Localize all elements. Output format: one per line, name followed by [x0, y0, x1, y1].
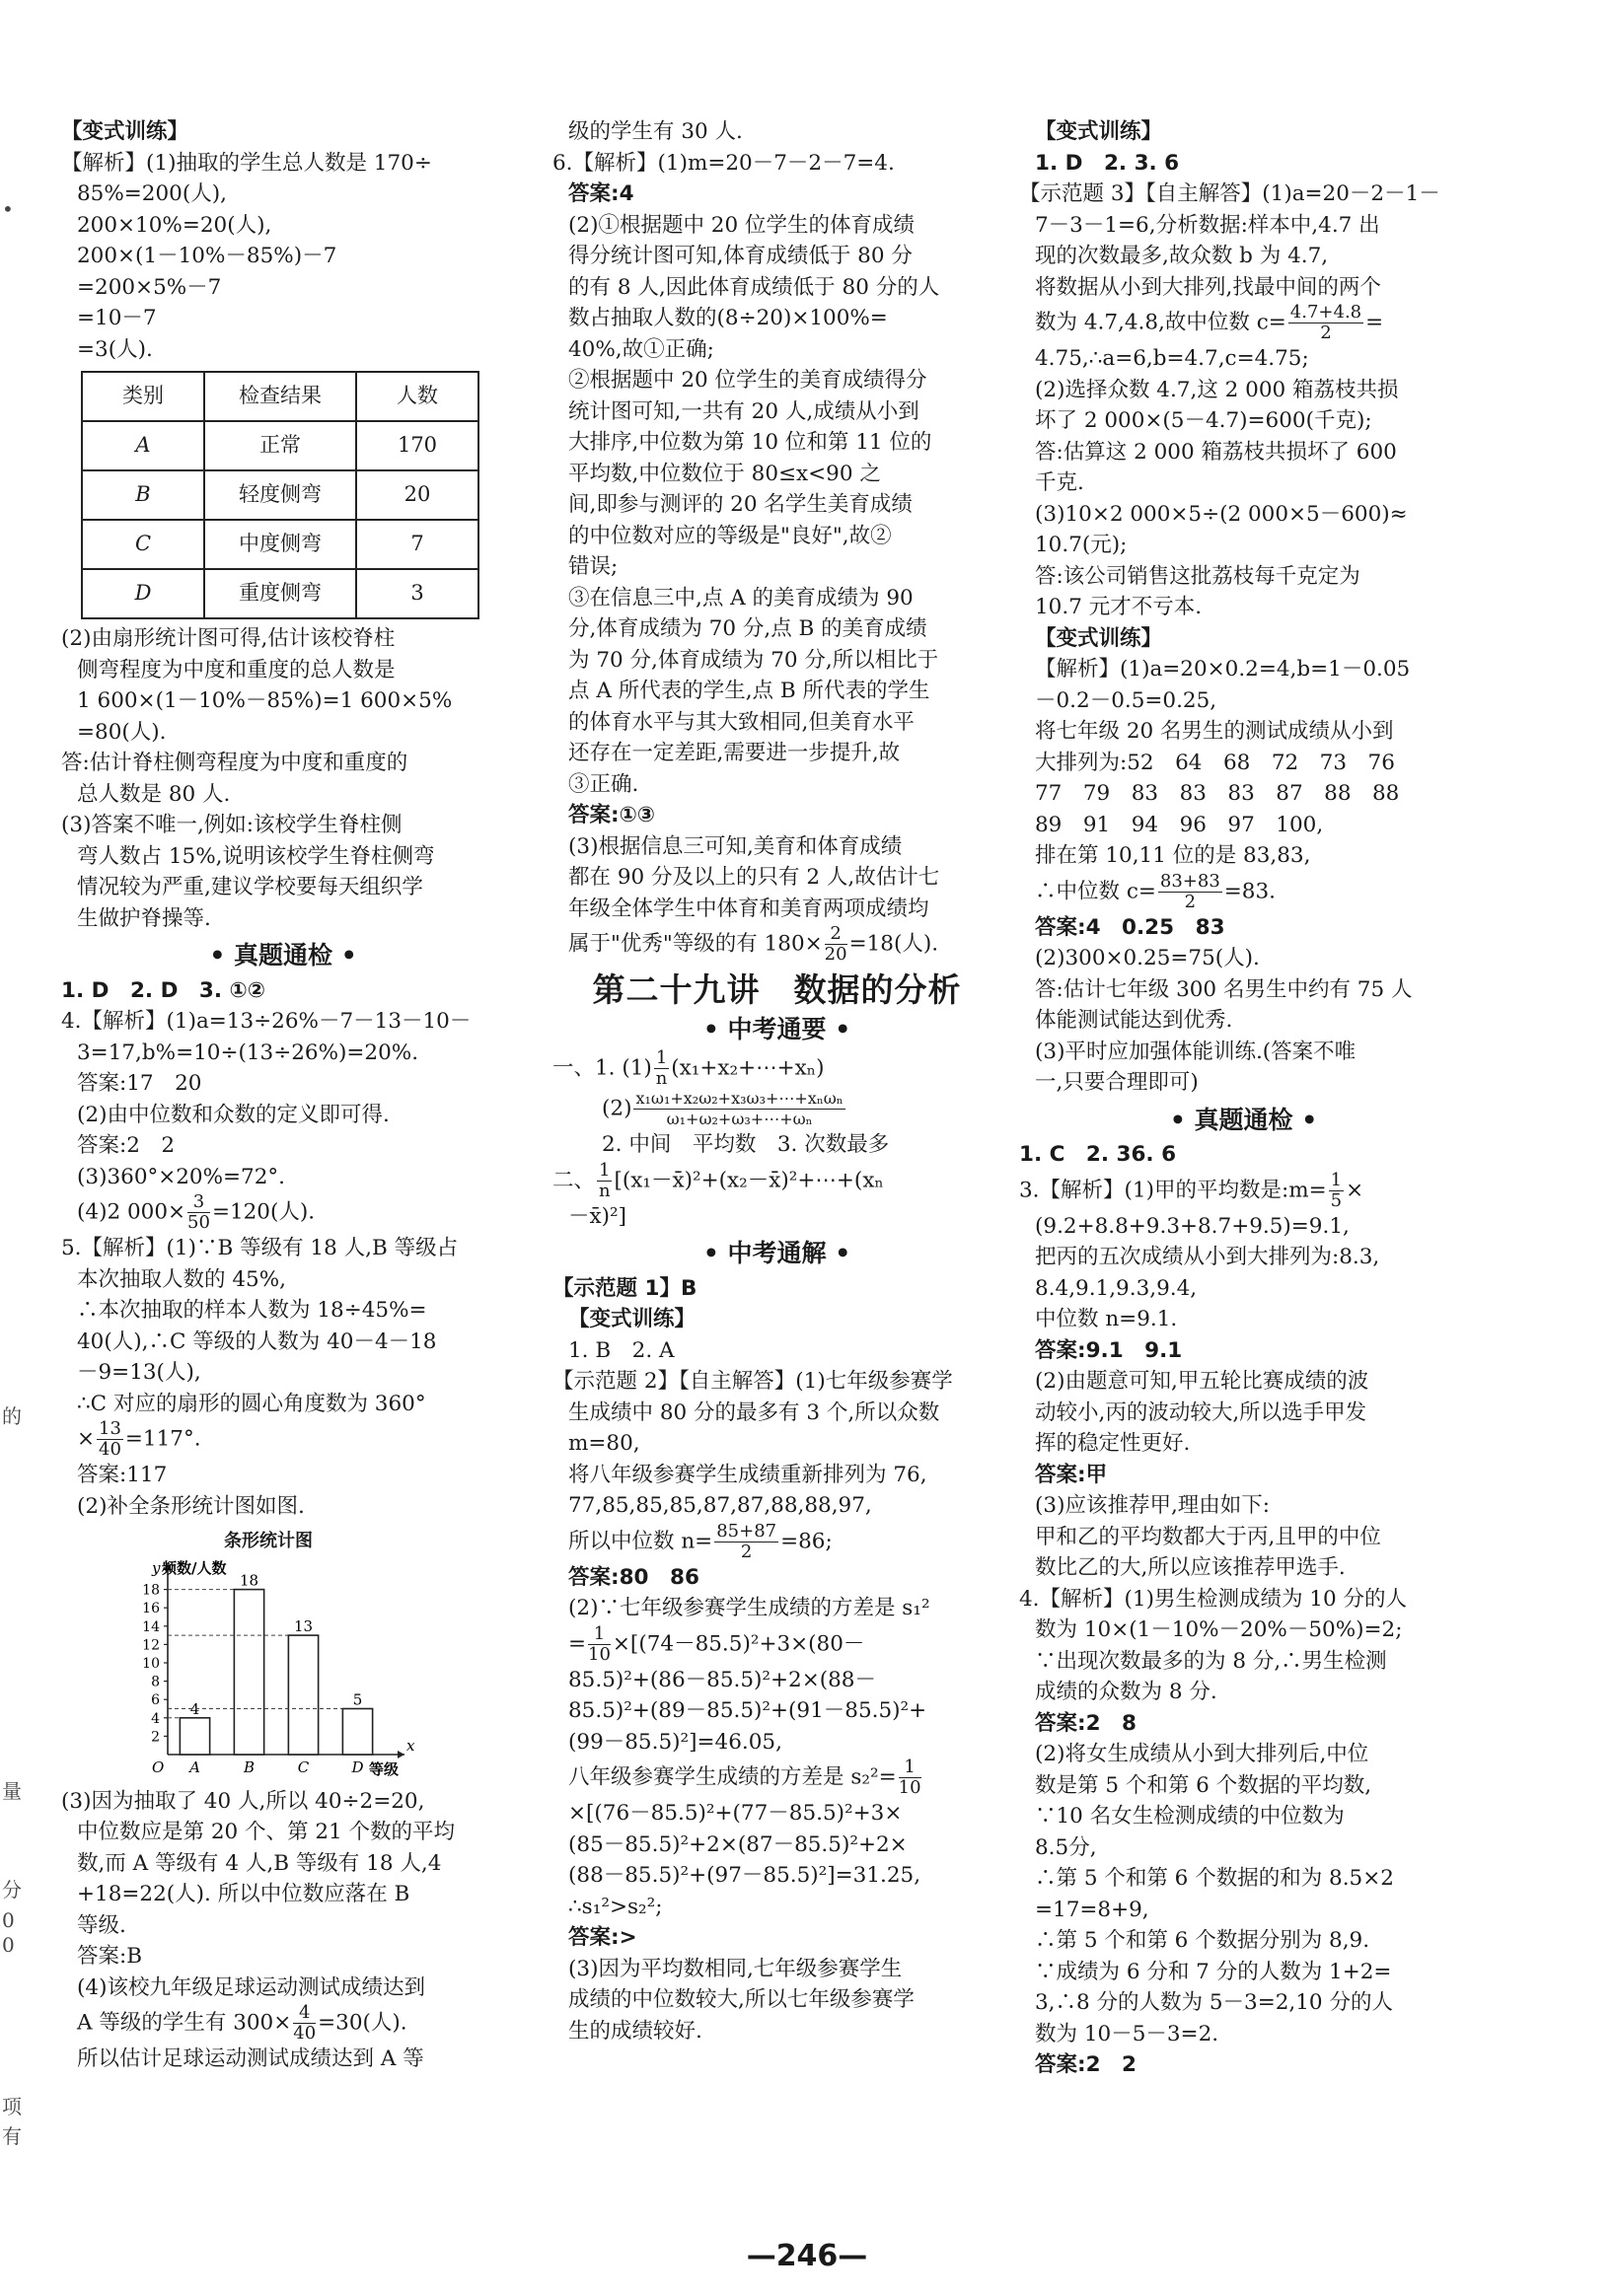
formula-line	[552, 1048, 1001, 1089]
text-line: 情况较为严重,建议学校要每天组织学	[77, 875, 423, 899]
text-line: 4.【解析】(1)a=13÷26%－7－13－10－	[61, 1009, 472, 1034]
numerator: 4	[293, 2003, 316, 2024]
text-line: (2)由题意可知,甲五轮比赛成绩的波	[1035, 1369, 1369, 1394]
fraction	[899, 1758, 921, 1798]
text-line: 数是第 5 个和第 6 个数据的平均数,	[1035, 1772, 1372, 1798]
text-span: ×	[1346, 1178, 1364, 1202]
text-line: 所以估计足球运动测试成绩达到 A 等	[77, 2046, 424, 2071]
edge-mark: 量	[2, 1779, 22, 1803]
text-line: 答案:4	[568, 181, 634, 206]
table-cell: B	[82, 470, 204, 520]
denominator: n	[598, 1180, 611, 1201]
denominator: 2	[1184, 891, 1197, 912]
text-line: 本次抽取人数的 45%,	[77, 1266, 286, 1292]
text-line: 答案:甲	[1035, 1462, 1108, 1487]
text-line: 动较小,丙的波动较大,所以选手甲发	[1035, 1399, 1367, 1425]
denominator: 5	[1330, 1189, 1343, 1211]
formula-line	[1019, 872, 1468, 912]
numerator: 13	[99, 1418, 121, 1439]
denominator: n	[655, 1068, 668, 1089]
edge-mark: 项	[2, 2095, 22, 2118]
bar	[342, 1708, 372, 1755]
text-line: (2)∵七年级参赛学生成绩的方差是 s₁²	[568, 1596, 930, 1620]
text-line: 成绩的中位数较大,所以七年级参赛学	[568, 1987, 915, 2012]
text-line: (3)因为平均数相同,七年级参赛学生	[568, 1956, 903, 1981]
table-row	[82, 470, 478, 520]
text-line: 【示范题 3】【自主解答】(1)a=20－2－1－	[1019, 181, 1440, 206]
table-cell: D	[82, 569, 204, 618]
text-line: 2. 中间 平均数 3. 次数最多	[602, 1132, 890, 1157]
text-line: 中位数应是第 20 个、第 21 个数的平均	[77, 1820, 456, 1844]
text-line: 成绩的众数为 8 分.	[1035, 1680, 1217, 1704]
text-line: +18=22(人). 所以中位数应落在 B	[77, 1882, 410, 1906]
bar-value-label: 18	[239, 1571, 259, 1590]
origin-label: O	[152, 1758, 165, 1776]
text-line: 【变式训练】	[1035, 119, 1163, 144]
text-line: ∵10 名女生检测成绩的中位数为	[1035, 1804, 1345, 1829]
formula-line	[61, 2003, 505, 2044]
section-title: • 真题通检 •	[1169, 1105, 1318, 1134]
text-span: 数为 4.7,4.8,故中位数 c=	[1035, 310, 1286, 335]
text-line: (2)由中位数和众数的定义即可得.	[77, 1102, 390, 1127]
text-line: (3)应该推荐甲,理由如下:	[1035, 1493, 1271, 1518]
numerator: 3	[187, 1192, 210, 1213]
y-tick-label: 14	[142, 1618, 160, 1635]
text-line: 40(人),∴C 等级的人数为 40－4－18	[77, 1328, 437, 1354]
table-cell: 7	[356, 520, 478, 569]
text-line: (3)答案不唯一,例如:该校学生脊柱侧	[61, 813, 403, 837]
text-line: (2)将女生成绩从小到大排列后,中位	[1035, 1742, 1369, 1766]
text-line: 平均数,中位数位于 80≤x<90 之	[568, 461, 881, 486]
fraction	[588, 1624, 611, 1665]
edge-mark: 分	[2, 1878, 22, 1901]
text-line: 答案:117	[77, 1463, 168, 1487]
table-cell: 轻度侧弯	[204, 470, 356, 520]
table-cell: C	[82, 520, 204, 569]
text-span: =120(人).	[211, 1199, 316, 1225]
formula-line	[61, 1419, 505, 1460]
text-line: 弯人数占 15%,说明该校学生脊柱侧弯	[77, 843, 435, 869]
text-line: 7－3－1=6,分析数据:样本中,4.7 出	[1035, 212, 1380, 238]
fraction	[654, 1048, 669, 1089]
table-header: 检查结果	[204, 372, 356, 421]
text-line: 分,体育成绩为 70 分,点 B 的美育成绩	[568, 616, 927, 641]
column-middle	[552, 116, 1001, 2046]
text-line: 的体育水平与其大致相同,但美育水平	[568, 709, 915, 735]
fraction	[633, 1089, 844, 1129]
denominator: 20	[824, 944, 847, 965]
formula-line	[552, 1161, 1001, 1201]
denominator: 10	[588, 1643, 611, 1665]
text-line: 1. C 2. 36. 6	[1019, 1142, 1177, 1167]
table-cell: 3	[356, 569, 478, 618]
text-line: －x̄)²]	[568, 1203, 627, 1229]
text-line: (2)由扇形统计图可得,估计该校脊柱	[61, 626, 396, 651]
text-line: ∴本次抽取的样本人数为 18÷45%=	[77, 1298, 427, 1323]
text-line: ②根据题中 20 位学生的美育成绩得分	[568, 368, 927, 393]
bar-chart	[128, 1557, 424, 1786]
formula-line	[552, 924, 1001, 965]
fraction	[187, 1192, 210, 1233]
text-line: 1. B 2. A	[568, 1337, 675, 1363]
text-line: (3)平时应加强体能训练.(答案不唯	[1035, 1039, 1357, 1064]
chart-title: 条形统计图	[224, 1531, 313, 1551]
text-line: 的有 8 人,因此体育成绩低于 80 分的人	[568, 274, 940, 300]
text-span: 所以中位数 n=	[568, 1529, 713, 1553]
text-line: 【示范题 2】【自主解答】(1)七年级参赛学	[552, 1369, 953, 1394]
y-tick-label: 6	[151, 1691, 160, 1708]
formula-line	[1019, 1171, 1468, 1211]
text-line: 将七年级 20 名男生的测试成绩从小到	[1035, 719, 1394, 744]
text-line: =17=8+9,	[1035, 1897, 1149, 1922]
text-line: (4)该校九年级足球运动测试成绩达到	[77, 1974, 425, 2000]
text-line: 生的成绩较好.	[568, 2018, 702, 2044]
text-line: 8.5分,	[1035, 1834, 1097, 1860]
y-axis-label: 频数/人数	[162, 1558, 227, 1577]
text-line: 10.7(元);	[1035, 533, 1128, 557]
y-tick-label: 12	[142, 1636, 160, 1653]
formula-line	[552, 1624, 1001, 1665]
text-line: 85.5)²+(89－85.5)²+(91－85.5)²+	[568, 1698, 927, 1723]
fraction	[825, 924, 847, 965]
text-line: ③正确.	[568, 771, 639, 797]
text-line: 200×(1－10%－85%)－7	[77, 244, 337, 268]
denominator: 50	[187, 1212, 210, 1233]
text-line: (2)补全条形统计图如图.	[77, 1493, 305, 1519]
text-line: =3(人).	[77, 336, 153, 362]
denominator: ω₁+ω₂+ω₃+⋯+ωₙ	[666, 1110, 813, 1128]
text-line: 77 79 83 83 83 87 88 88	[1035, 781, 1400, 806]
text-line: 【变式训练】	[1035, 625, 1163, 651]
fraction	[1288, 303, 1363, 343]
text-line: 1. D 2. D 3. ①②	[61, 977, 265, 1003]
formula-line	[552, 1089, 1001, 1129]
fraction	[714, 1522, 778, 1562]
section-title: • 中考通解 •	[702, 1239, 851, 1267]
text-line: 3=17,b%=10÷(13÷26%)=20%.	[77, 1040, 419, 1065]
text-line: (2)300×0.25=75(人).	[1035, 946, 1260, 970]
text-line: 10.7 元才不亏本.	[1035, 595, 1203, 619]
edge-mark: 的	[2, 1404, 22, 1428]
text-span: 属于"优秀"等级的有 180×	[568, 931, 823, 957]
formula-line	[1019, 303, 1468, 343]
text-line: ③在信息三中,点 A 的美育成绩为 90	[568, 585, 914, 610]
text-line: 85.5)²+(86－85.5)²+2×(88－	[568, 1667, 876, 1692]
text-line: 77,85,85,85,87,87,88,88,97,	[568, 1493, 872, 1518]
text-line: 数,而 A 等级有 4 人,B 等级有 18 人,4	[77, 1850, 442, 1876]
denominator: 40	[99, 1439, 121, 1460]
bar-value-label: 5	[352, 1690, 363, 1708]
section-title: • 中考通要 •	[702, 1014, 851, 1043]
text-line: 答案:2 8	[1035, 1710, 1137, 1736]
text-span: =83.	[1223, 879, 1276, 903]
text-line: (3)根据信息三可知,美育和体育成绩	[568, 833, 903, 859]
table-row	[82, 421, 478, 470]
x-tick-label: A	[189, 1758, 200, 1776]
text-span: =86;	[780, 1529, 833, 1553]
text-line: 答案:>	[568, 1925, 637, 1950]
text-line: (88－85.5)²+(97－85.5)²]=31.25,	[568, 1863, 921, 1888]
text-span: (4)2 000×	[77, 1199, 186, 1225]
text-line: (9.2+8.8+9.3+8.7+9.5)=9.1,	[1035, 1213, 1350, 1239]
text-line: 答案:80 86	[568, 1564, 699, 1590]
text-line: 答案:2 2	[1035, 2052, 1137, 2077]
text-span: 3.【解析】(1)甲的平均数是:m=	[1019, 1178, 1327, 1202]
numerator: 85+87	[716, 1520, 777, 1542]
y-tick-label: 16	[142, 1600, 160, 1616]
text-line: ∵成绩为 6 分和 7 分的人数为 1+2=	[1035, 1959, 1392, 1984]
y-tick-label: 4	[151, 1710, 160, 1727]
text-line: 答:估计脊柱侧弯程度为中度和重度的	[61, 751, 408, 775]
text-span: =	[1365, 310, 1384, 335]
text-line: 一,只要合理即可)	[1035, 1070, 1199, 1095]
column-right	[1019, 116, 1468, 2081]
text-line: (3)360°×20%=72°.	[77, 1164, 286, 1189]
denominator: 2	[740, 1541, 753, 1562]
table-cell: 中度侧弯	[204, 520, 356, 569]
text-span: (x₁+x₂+⋯+xₙ)	[671, 1055, 825, 1081]
edge-mark: 0	[2, 1933, 15, 1957]
y-tick-label: 10	[142, 1655, 160, 1672]
text-line: =80(人).	[77, 719, 167, 745]
text-span: ×	[77, 1426, 96, 1452]
text-span: =18(人).	[848, 931, 939, 957]
text-line: 大排列为:52 64 68 72 73 76	[1035, 750, 1395, 775]
text-line: (3)10×2 000×5÷(2 000×5－600)≈	[1035, 501, 1408, 527]
text-span: =30(人).	[318, 2010, 407, 2036]
table-cell: A	[82, 421, 204, 470]
table-row	[82, 569, 478, 618]
text-line: ×[(76－85.5)²+(77－85.5)²+3×	[568, 1801, 903, 1826]
text-line: 答案:17 20	[77, 1071, 202, 1096]
fraction	[1329, 1171, 1344, 1211]
text-line: 甲和乙的平均数都大于丙,且甲的中位	[1035, 1524, 1381, 1549]
y-tick-label: 18	[142, 1582, 160, 1599]
bar-value-label: 4	[189, 1699, 200, 1718]
section-title: • 真题通检 •	[209, 941, 357, 969]
text-line: m=80,	[568, 1431, 640, 1456]
text-line: 【解析】(1)a=20×0.2=4,b=1－0.05	[1035, 657, 1411, 682]
text-line: 挥的稳定性更好.	[1035, 1431, 1191, 1456]
denominator: 10	[898, 1777, 921, 1798]
text-line: 总人数是 80 人.	[77, 781, 231, 807]
fraction	[97, 1419, 123, 1460]
column-left	[61, 116, 505, 2075]
text-line: －0.2－0.5=0.25,	[1035, 687, 1217, 713]
text-span: A 等级的学生有 300×	[77, 2010, 292, 2036]
text-span: 八年级参赛学生成绩的方差是 s₂²=	[568, 1764, 897, 1790]
text-line: ∴s₁²>s₂²;	[568, 1894, 663, 1919]
text-span: [(x₁－x̄)²+(x₂－x̄)²+⋯+(xₙ	[614, 1168, 884, 1192]
edge-mark: •	[2, 197, 14, 221]
text-line: 【示范题 1】B	[552, 1275, 697, 1301]
inspection-table	[81, 371, 479, 619]
formula-line	[61, 1192, 505, 1233]
numerator: 1	[655, 1047, 668, 1068]
x-axis-label: 等级	[369, 1759, 400, 1778]
text-span: =	[568, 1631, 587, 1656]
text-line: 坏了 2 000×(5－4.7)=600(千克);	[1035, 408, 1372, 433]
x-axis-arrow	[398, 1751, 404, 1758]
text-line: 点 A 所代表的学生,点 B 所代表的学生	[568, 679, 930, 703]
text-line: 间,即参与测评的 20 名学生美育成绩	[568, 492, 913, 517]
text-line: 排在第 10,11 位的是 83,83,	[1035, 843, 1311, 868]
text-line: 6.【解析】(1)m=20－7－2－7=4.	[552, 150, 895, 176]
text-line: 答:该公司销售这批荔枝每千克定为	[1035, 563, 1360, 589]
text-line: 答:估计七年级 300 名男生中约有 75 人	[1035, 976, 1413, 1002]
text-line: 答案:①③	[568, 803, 656, 827]
text-line: 5.【解析】(1)∵B 等级有 18 人,B 等级占	[61, 1236, 459, 1260]
numerator: x₁ω₁+x₂ω₂+x₃ω₃+⋯+xₙωₙ	[635, 1089, 844, 1108]
table-cell: 170	[356, 421, 478, 470]
text-line: ∴C 对应的扇形的圆心角度数为 360°	[77, 1391, 426, 1416]
text-line: 数为 10－5－3=2.	[1035, 2021, 1219, 2046]
text-line: (2)①根据题中 20 位学生的体育成绩	[568, 212, 915, 238]
denominator: 2	[1320, 323, 1332, 343]
text-line: (85－85.5)²+2×(87－85.5)²+2×	[568, 1831, 908, 1857]
text-line: 4.【解析】(1)男生检测成绩为 10 分的人	[1019, 1586, 1407, 1612]
numerator: 83+83	[1159, 870, 1220, 892]
y-axis-letter: y	[152, 1558, 161, 1577]
text-line: 将数据从小到大排列,找最中间的两个	[1035, 274, 1381, 300]
text-line: 数为 10×(1－10%－20%－50%)=2;	[1035, 1617, 1403, 1642]
text-line: 数占抽取人数的(8÷20)×100%=	[568, 306, 888, 330]
text-line: 答案:4 0.25 83	[1035, 914, 1225, 940]
text-line: 答案:9.1 9.1	[1035, 1337, 1183, 1363]
text-line: 8.4,9.1,9.3,9.4,	[1035, 1275, 1198, 1301]
text-line: 还存在一定差距,需要进一步提升,故	[568, 741, 901, 765]
table-row	[82, 520, 478, 569]
text-line: 生做护脊操等.	[77, 905, 211, 931]
lecture-title: 第二十九讲 数据的分析	[592, 970, 962, 1009]
text-span: 二、	[552, 1168, 596, 1192]
text-line: 【变式训练】	[568, 1307, 697, 1331]
text-line: 侧弯程度为中度和重度的总人数是	[77, 657, 396, 682]
text-line: 答:估算这 2 000 箱荔枝共损坏了 600	[1035, 439, 1397, 465]
bar	[288, 1635, 318, 1755]
x-tick-label: B	[243, 1758, 256, 1776]
text-line: 4.75,∴a=6,b=4.7,c=4.75;	[1035, 346, 1309, 371]
formula-line	[552, 1522, 1001, 1562]
text-line: =200×5%－7	[77, 274, 222, 300]
text-line: 【变式训练】	[61, 119, 189, 144]
table-cell: 正常	[204, 421, 356, 470]
fraction	[1158, 872, 1222, 912]
text-line: 现的次数最多,故众数 b 为 4.7,	[1035, 244, 1329, 268]
text-line: 85%=200(人),	[77, 181, 227, 206]
x-axis-letter: x	[406, 1736, 415, 1755]
text-line: 40%,故①正确;	[568, 336, 714, 362]
text-line: 89 91 94 96 97 100,	[1035, 812, 1324, 837]
text-line: 【解析】(1)抽取的学生总人数是 170÷	[61, 150, 432, 176]
text-line: ∴第 5 个和第 6 个数据的和为 8.5×2	[1035, 1866, 1394, 1891]
denominator: 40	[293, 2023, 317, 2044]
text-line: 都在 90 分及以上的只有 2 人,故估计七	[568, 865, 940, 890]
text-line: ∴第 5 个和第 6 个数据分别为 8,9.	[1035, 1928, 1370, 1953]
text-line: 答案:2 2	[77, 1133, 176, 1158]
text-line: 的中位数对应的等级是"良好",故②	[568, 523, 892, 548]
edge-mark: 0	[2, 1908, 15, 1932]
numerator: 1	[599, 1159, 611, 1181]
text-line: 级的学生有 30 人.	[568, 119, 743, 144]
text-line: (2)选择众数 4.7,这 2 000 箱荔枝共损	[1035, 377, 1399, 402]
text-line: 1 600×(1－10%－85%)=1 600×5%	[77, 688, 453, 713]
text-line: 答案:B	[77, 1944, 143, 1969]
text-line: 将八年级参赛学生成绩重新排列为 76,	[568, 1462, 927, 1487]
text-line: 得分统计图可知,体育成绩低于 80 分	[568, 244, 913, 268]
x-tick-label: C	[297, 1758, 310, 1776]
y-tick-label: 8	[151, 1674, 160, 1690]
text-span: 一、1. (1)	[552, 1055, 652, 1081]
text-line: 大排序,中位数为第 10 位和第 11 位的	[568, 430, 932, 455]
bar-value-label: 13	[293, 1616, 314, 1635]
numerator: 1	[588, 1624, 611, 1645]
numerator: 4.7+4.8	[1289, 302, 1362, 323]
text-span: =117°.	[124, 1426, 201, 1452]
text-line: 生成绩中 80 分的最多有 3 个,所以众数	[568, 1399, 940, 1425]
text-line: 200×10%=20(人),	[77, 212, 272, 238]
bar	[234, 1589, 263, 1754]
text-line: 体能测试能达到优秀.	[1035, 1008, 1233, 1033]
text-line: 千克.	[1035, 470, 1084, 495]
table-cell: 20	[356, 470, 478, 520]
text-line: 1. D 2. 3. 6	[1035, 150, 1180, 176]
y-tick-label: 2	[151, 1728, 160, 1745]
text-line: (3)因为抽取了 40 人,所以 40÷2=20,	[61, 1788, 425, 1814]
text-line: ∵出现次数最多的为 8 分,∴男生检测	[1035, 1648, 1387, 1674]
text-line: 数比乙的大,所以应该推荐甲选手.	[1035, 1555, 1346, 1580]
fraction	[293, 2003, 316, 2044]
text-line: 3,∴8 分的人数为 5－3=2,10 分的人	[1035, 1990, 1393, 2015]
page-number: —246—	[746, 2239, 868, 2273]
text-line: 统计图可知,一共有 20 人,成绩从小到	[568, 398, 919, 424]
text-line: 年级全体学生中体育和美育两项成绩均	[568, 896, 929, 921]
text-span: ∴中位数 c=	[1035, 879, 1156, 903]
text-line: 中位数 n=9.1.	[1035, 1307, 1178, 1331]
text-span: ×[(74－85.5)²+3×(80－	[612, 1631, 865, 1656]
numerator: 2	[825, 924, 847, 945]
numerator: 1	[1330, 1169, 1343, 1190]
table-header: 人数	[356, 372, 478, 421]
text-line: 为 70 分,体育成绩为 70 分,所以相比于	[568, 647, 939, 673]
fraction	[597, 1161, 612, 1201]
text-span: (2)	[602, 1096, 632, 1121]
table-header: 类别	[82, 372, 204, 421]
text-line: =10－7	[77, 306, 157, 330]
text-line: (99－85.5)²]=46.05,	[568, 1729, 782, 1755]
text-line: －9=13(人),	[77, 1360, 201, 1385]
text-line: 等级.	[77, 1912, 126, 1938]
text-line: 把丙的五次成绩从小到大排列为:8.3,	[1035, 1245, 1380, 1269]
table-cell: 重度侧弯	[204, 569, 356, 618]
numerator: 1	[899, 1758, 921, 1778]
bar	[180, 1717, 209, 1754]
formula-line	[552, 1758, 1001, 1798]
edge-mark: 有	[2, 2124, 22, 2148]
text-line: 错误;	[568, 554, 619, 579]
x-tick-label: D	[351, 1758, 364, 1776]
